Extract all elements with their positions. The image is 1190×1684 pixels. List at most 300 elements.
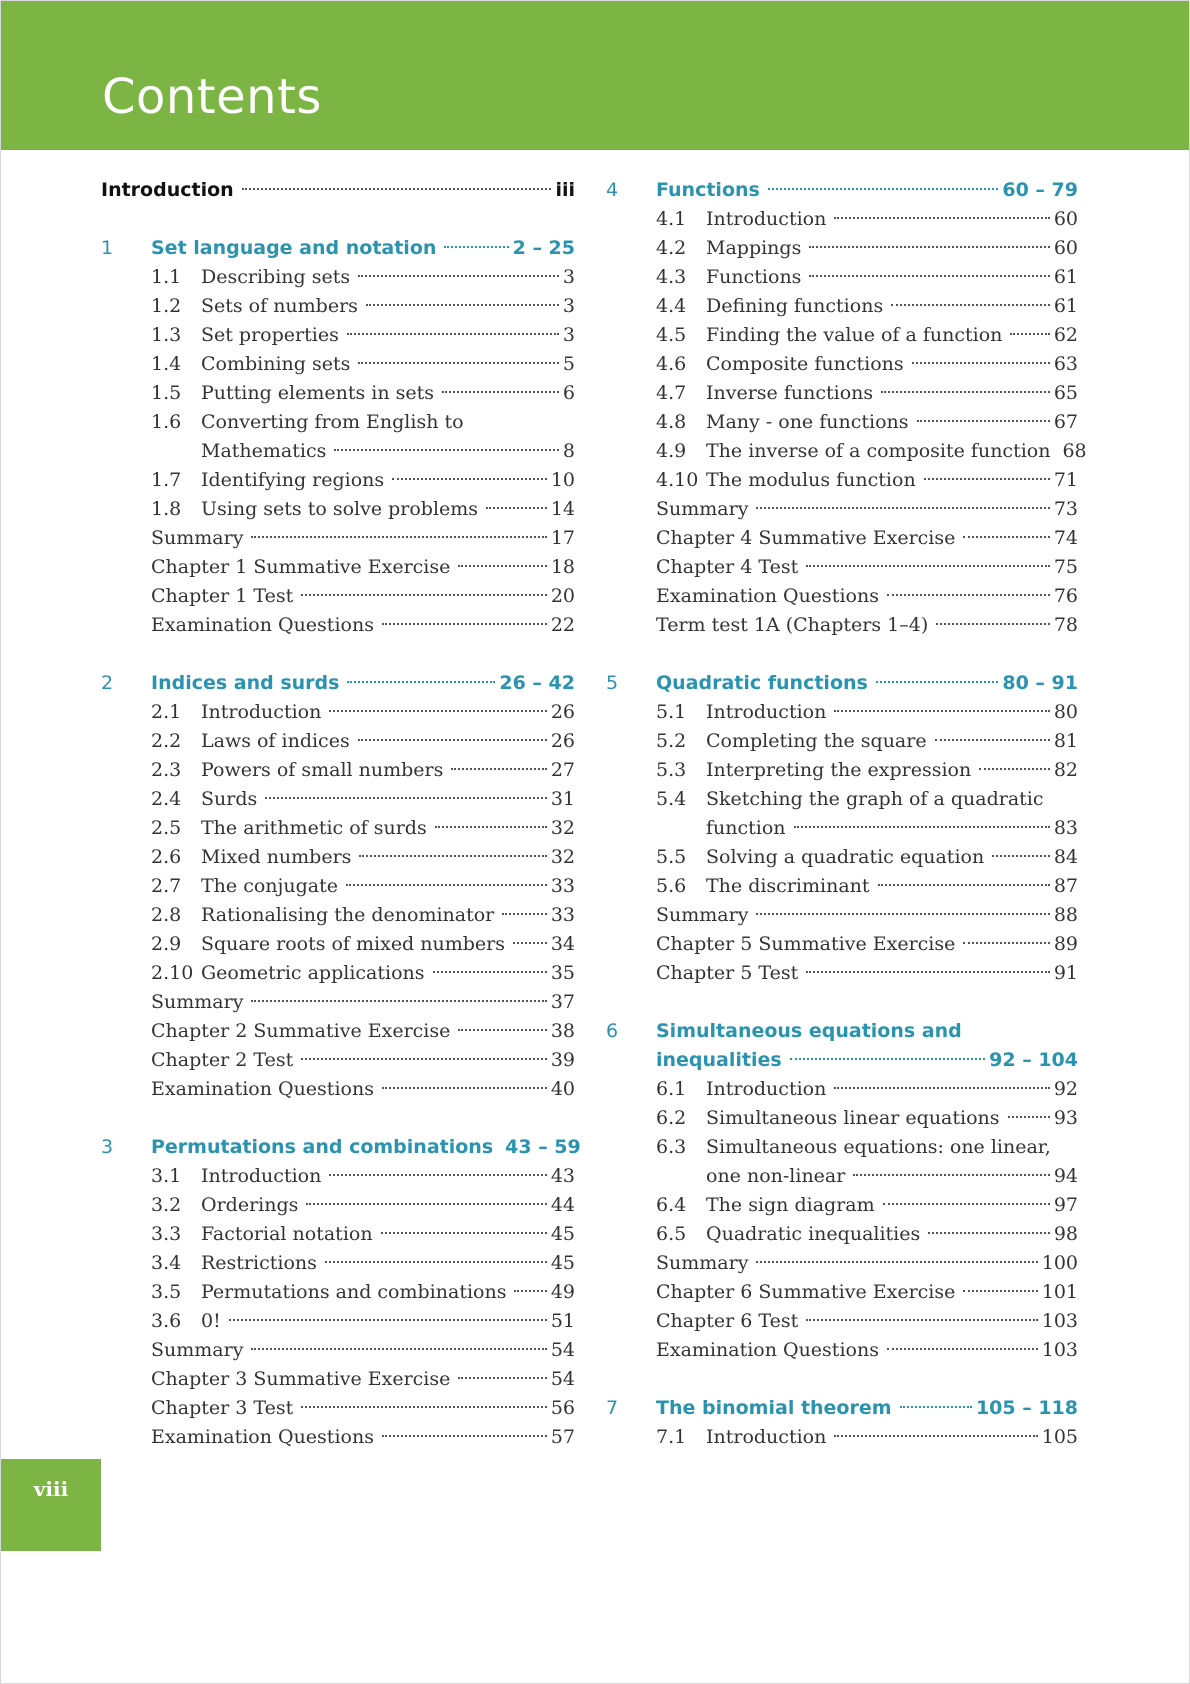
page-ref: 43: [550, 1165, 575, 1187]
page-ref: 60: [1053, 208, 1078, 230]
toc-entry: [656, 408, 1078, 437]
toc-row: [101, 814, 575, 843]
page-ref: 83: [1053, 817, 1078, 839]
page-ref: 44: [550, 1194, 575, 1216]
page-ref: 26 – 42: [499, 672, 575, 694]
toc-entry: [101, 176, 575, 205]
dot-leader: [963, 536, 1049, 538]
entry-title: Functions: [706, 266, 802, 288]
page-number: viii: [33, 1477, 69, 1501]
entry-title: Mappings: [706, 237, 802, 259]
toc-row: [101, 1394, 575, 1423]
chapter-number: 7: [606, 1397, 619, 1419]
page-ref: 3: [562, 266, 575, 288]
page-ref: 40: [550, 1078, 575, 1100]
toc-row: [101, 379, 575, 408]
page-ref: 91: [1053, 962, 1078, 984]
entry-title: Functions: [656, 179, 760, 201]
section-number: 1.6: [151, 411, 182, 433]
dot-leader: [382, 623, 547, 625]
entry-title: Introduction: [201, 1165, 322, 1187]
toc-row: [101, 930, 575, 959]
section-number: 5.5: [656, 846, 687, 868]
dot-leader: [936, 623, 1050, 625]
toc-row: [101, 553, 575, 582]
dot-leader: [912, 362, 1050, 364]
page-ref: 35: [550, 962, 575, 984]
toc-entry: [151, 321, 575, 350]
chapter-number: 1: [101, 237, 114, 259]
toc-row: [101, 1162, 575, 1191]
section-number: 4.5: [656, 324, 687, 346]
toc-entry: [151, 1249, 575, 1278]
toc-entry: [151, 1336, 575, 1365]
entry-title: Introduction: [201, 701, 322, 723]
toc-row: [101, 437, 575, 466]
entry-title: inequalities: [656, 1049, 782, 1071]
dot-leader: [876, 681, 999, 683]
page-ref: 18: [550, 556, 575, 578]
toc-entry: [656, 1191, 1078, 1220]
entry-title: Examination Questions: [656, 585, 879, 607]
entry-title: Solving a quadratic equation: [706, 846, 985, 868]
section-number: 6.3: [656, 1136, 687, 1158]
page-ref: 98: [1053, 1223, 1078, 1245]
entry-title: Chapter 5 Test: [656, 962, 799, 984]
dot-leader: [806, 1319, 1038, 1321]
entry-title: Simultaneous equations and: [656, 1020, 962, 1042]
toc-row: [101, 1365, 575, 1394]
toc-entry: [656, 611, 1078, 640]
toc-row: [101, 1307, 575, 1336]
toc-row: [101, 611, 575, 640]
page-ref: 80 – 91: [1002, 672, 1078, 694]
entry-title: Summary: [656, 498, 749, 520]
toc-entry: [656, 350, 1078, 379]
toc-row: [101, 292, 575, 321]
toc-entry: [151, 814, 575, 843]
toc-row: [606, 1133, 1078, 1162]
section-number: 5.2: [656, 730, 687, 752]
page-ref: 33: [550, 904, 575, 926]
section-number: 3.3: [151, 1223, 182, 1245]
entry-title: Describing sets: [201, 266, 351, 288]
toc-row: [606, 930, 1078, 959]
toc-row: [606, 321, 1078, 350]
page-ref: 81: [1053, 730, 1078, 752]
section-number: 5.1: [656, 701, 687, 723]
section-number: 2.9: [151, 933, 182, 955]
toc-entry: [656, 1104, 1078, 1133]
dot-leader: [442, 391, 559, 393]
dot-leader: [325, 1261, 547, 1263]
entry-title: Permutations and combinations: [201, 1281, 507, 1303]
entry-title: Simultaneous equations: one linear,: [706, 1136, 1051, 1158]
entry-title: Introduction: [706, 208, 827, 230]
dot-leader: [513, 942, 547, 944]
toc-entry: [151, 698, 575, 727]
toc-column-right: [606, 176, 1087, 1452]
toc-entry: [656, 669, 1078, 698]
page-ref: 97: [1053, 1194, 1078, 1216]
toc-entry: [151, 756, 575, 785]
page-ref: 34: [550, 933, 575, 955]
page-ref: 60: [1053, 237, 1078, 259]
toc-entry: [151, 901, 575, 930]
toc-row: [606, 263, 1078, 292]
toc-entry: [151, 495, 575, 524]
toc-row: [101, 669, 575, 698]
dot-leader: [806, 565, 1050, 567]
dot-leader: [347, 333, 559, 335]
toc-row: [101, 234, 575, 263]
entry-title: Square roots of mixed numbers: [201, 933, 505, 955]
page-ref: 17: [550, 527, 575, 549]
entry-title: Chapter 1 Test: [151, 585, 294, 607]
entry-title: Chapter 6 Summative Exercise: [656, 1281, 956, 1303]
dot-leader: [756, 913, 1049, 915]
entry-title: Finding the value of a function: [706, 324, 1003, 346]
toc-row: [101, 843, 575, 872]
toc-row: [606, 292, 1078, 321]
entry-title: Combining sets: [201, 353, 351, 375]
section-number: 3.4: [151, 1252, 182, 1274]
header-banner: [1, 1, 1189, 150]
entry-title: Defining functions: [706, 295, 884, 317]
dot-leader: [229, 1319, 547, 1321]
toc-row: [101, 1017, 575, 1046]
section-number: 4.2: [656, 237, 687, 259]
toc-row: [606, 1017, 1078, 1046]
toc-entry: [656, 1423, 1078, 1452]
dot-leader: [979, 768, 1050, 770]
page-ref: 10: [550, 469, 575, 491]
toc-row: [101, 1249, 575, 1278]
toc-row: [606, 524, 1078, 553]
entry-title: Examination Questions: [656, 1339, 879, 1361]
toc-entry: [151, 1394, 575, 1423]
dot-leader: [301, 1406, 547, 1408]
section-number: 1.4: [151, 353, 182, 375]
dot-leader: [809, 275, 1049, 277]
toc-entry: [656, 553, 1078, 582]
toc-entry: [656, 263, 1078, 292]
toc-row: [101, 959, 575, 988]
page-title: Contents: [102, 69, 322, 125]
section-number: 5.3: [656, 759, 687, 781]
toc-row: [101, 1191, 575, 1220]
dot-leader: [347, 681, 495, 683]
toc-entry: [151, 1162, 575, 1191]
toc-entry: [656, 437, 1087, 466]
entry-title: Introduction: [706, 701, 827, 723]
entry-title: Chapter 4 Test: [656, 556, 799, 578]
page-ref: 37: [550, 991, 575, 1013]
entry-title: Chapter 5 Summative Exercise: [656, 933, 956, 955]
dot-leader: [935, 739, 1050, 741]
dot-leader: [458, 1377, 546, 1379]
section-number: 6.2: [656, 1107, 687, 1129]
toc-row: [606, 785, 1078, 814]
toc-entry: [151, 1075, 575, 1104]
entry-title: The conjugate: [201, 875, 339, 897]
chapter-number: 6: [606, 1020, 619, 1042]
section-number: 2.1: [151, 701, 182, 723]
toc-row: [101, 756, 575, 785]
toc-entry: [706, 814, 1078, 843]
page-ref: 56: [550, 1397, 575, 1419]
entry-title: Chapter 2 Summative Exercise: [151, 1020, 451, 1042]
entry-title: Set properties: [201, 324, 339, 346]
page-ref: 49: [550, 1281, 575, 1303]
entry-title: Composite functions: [706, 353, 904, 375]
toc-entry: [151, 669, 575, 698]
toc-entry: [151, 379, 575, 408]
toc-row: [606, 1046, 1078, 1075]
dot-leader: [433, 971, 547, 973]
entry-title: Introduction: [706, 1426, 827, 1448]
toc-entry: [656, 959, 1078, 988]
dot-leader: [358, 739, 547, 741]
toc-entry: [656, 785, 1078, 814]
dot-leader: [853, 1174, 1049, 1176]
toc-entry: [151, 1278, 575, 1307]
entry-title: Mathematics: [201, 440, 327, 462]
toc-entry: [656, 234, 1078, 263]
toc-row: [101, 698, 575, 727]
page-ref: 93: [1053, 1107, 1078, 1129]
dot-leader: [878, 884, 1050, 886]
page-ref: 103: [1041, 1339, 1078, 1361]
toc-row: [606, 727, 1078, 756]
page-ref: 103: [1041, 1310, 1078, 1332]
toc-entry: [656, 321, 1078, 350]
toc-row: [606, 234, 1078, 263]
page-ref: 73: [1053, 498, 1078, 520]
section-number: 2.5: [151, 817, 182, 839]
dot-leader: [834, 217, 1049, 219]
section-number: 5.4: [656, 788, 687, 810]
chapter-number: 5: [606, 672, 619, 694]
page-ref: 62: [1053, 324, 1078, 346]
page-ref: 32: [550, 846, 575, 868]
entry-title: Sets of numbers: [201, 295, 358, 317]
toc-entry: [151, 1423, 575, 1452]
toc-entry: [656, 379, 1078, 408]
page-ref: 61: [1053, 266, 1078, 288]
toc-entry: [656, 205, 1078, 234]
dot-leader: [768, 188, 999, 190]
toc-entry: [151, 1307, 575, 1336]
dot-leader: [924, 478, 1050, 480]
dot-leader: [329, 710, 546, 712]
toc-entry: [151, 988, 575, 1017]
page-ref: 45: [550, 1223, 575, 1245]
entry-title: Examination Questions: [151, 614, 374, 636]
section-number: 4.1: [656, 208, 687, 230]
toc-row: [606, 495, 1078, 524]
toc-entry: [656, 1394, 1078, 1423]
toc-row: [606, 1423, 1078, 1452]
entry-title: The binomial theorem: [656, 1397, 892, 1419]
dot-leader: [502, 913, 547, 915]
section-number: 5.6: [656, 875, 687, 897]
toc-row: [606, 553, 1078, 582]
section-number: 4.8: [656, 411, 687, 433]
entry-title: The arithmetic of surds: [201, 817, 427, 839]
page-ref: 14: [550, 498, 575, 520]
toc-row: [606, 1336, 1078, 1365]
dot-leader: [486, 507, 547, 509]
section-number: 4.10: [656, 469, 699, 491]
toc-entry: [706, 1162, 1078, 1191]
dot-leader: [883, 1203, 1050, 1205]
toc-row: [606, 814, 1078, 843]
dot-leader: [963, 942, 1049, 944]
toc-entry: [656, 1249, 1078, 1278]
entry-title: The sign diagram: [706, 1194, 875, 1216]
entry-title: Chapter 3 Summative Exercise: [151, 1368, 451, 1390]
toc-row: [101, 524, 575, 553]
toc-entry: [151, 1046, 575, 1075]
page-ref: 51: [550, 1310, 575, 1332]
toc-row: [101, 263, 575, 292]
entry-title: Summary: [151, 1339, 244, 1361]
section-number: 2.6: [151, 846, 182, 868]
dot-leader: [444, 246, 508, 248]
dot-leader: [806, 971, 1050, 973]
toc-entry: [151, 727, 575, 756]
section-number: 4.7: [656, 382, 687, 404]
toc-row: [606, 437, 1087, 466]
page-ref: 92: [1053, 1078, 1078, 1100]
entry-title: Identifying regions: [201, 469, 385, 491]
dot-leader: [917, 420, 1050, 422]
dot-leader: [790, 1058, 985, 1060]
section-number: 2.10: [151, 962, 194, 984]
toc-entry: [151, 582, 575, 611]
toc-row: [101, 988, 575, 1017]
toc-entry: [656, 843, 1078, 872]
page-ref: 54: [550, 1368, 575, 1390]
page-ref: 57: [550, 1426, 575, 1448]
page-ref: 75: [1053, 556, 1078, 578]
dot-leader: [756, 507, 1049, 509]
section-number: 2.3: [151, 759, 182, 781]
page-ref: 20: [550, 585, 575, 607]
toc-row: [101, 466, 575, 495]
toc-entry: [656, 1307, 1078, 1336]
dot-leader: [306, 1203, 546, 1205]
dot-leader: [382, 1435, 547, 1437]
page-ref: 78: [1053, 614, 1078, 636]
section-number: 2.7: [151, 875, 182, 897]
page-ref: 22: [550, 614, 575, 636]
page-ref: 8: [562, 440, 575, 462]
toc-row: [101, 1075, 575, 1104]
section-number: 4.6: [656, 353, 687, 375]
toc-entry: [201, 437, 575, 466]
toc-entry: [151, 263, 575, 292]
dot-leader: [301, 594, 547, 596]
entry-title: Powers of small numbers: [201, 759, 444, 781]
chapter-number: 3: [101, 1136, 114, 1158]
section-number: 1.1: [151, 266, 182, 288]
section-number: 2.2: [151, 730, 182, 752]
toc-row: [606, 669, 1078, 698]
toc-entry: [151, 872, 575, 901]
dot-leader: [891, 304, 1050, 306]
page-ref: 101: [1041, 1281, 1078, 1303]
page-ref: 92 – 104: [989, 1049, 1078, 1071]
entry-title: Interpreting the expression: [706, 759, 972, 781]
toc-row: [606, 205, 1078, 234]
page-ref: 3: [562, 295, 575, 317]
entry-title: Indices and surds: [151, 672, 340, 694]
toc-row: [606, 176, 1078, 205]
entry-title: Many - one functions: [706, 411, 909, 433]
dot-leader: [265, 797, 547, 799]
dot-leader: [382, 1087, 547, 1089]
dot-leader: [358, 362, 559, 364]
dot-leader: [1008, 1116, 1050, 1118]
section-number: 4.3: [656, 266, 687, 288]
page-ref: 38: [550, 1020, 575, 1042]
dot-leader: [887, 1348, 1038, 1350]
dot-leader: [514, 1290, 546, 1292]
dot-leader: [794, 826, 1050, 828]
dot-leader: [251, 1000, 546, 1002]
toc-entry: [151, 930, 575, 959]
toc-entry: [151, 785, 575, 814]
page-ref: 54: [550, 1339, 575, 1361]
entry-title: Chapter 6 Test: [656, 1310, 799, 1332]
page-ref: 2 – 25: [512, 237, 575, 259]
toc-entry: [656, 698, 1078, 727]
entry-title: Putting elements in sets: [201, 382, 435, 404]
section-number: 1.7: [151, 469, 182, 491]
entry-title: Orderings: [201, 1194, 299, 1216]
entry-title: Introduction: [706, 1078, 827, 1100]
toc-row: [101, 408, 575, 437]
dot-leader: [358, 275, 559, 277]
page-ref: 5: [562, 353, 575, 375]
dot-leader: [809, 246, 1049, 248]
dot-leader: [458, 565, 546, 567]
entry-title: Geometric applications: [201, 962, 425, 984]
dot-leader: [900, 1406, 972, 1408]
toc-row: [101, 785, 575, 814]
page-ref: 84: [1053, 846, 1078, 868]
dot-leader: [435, 826, 547, 828]
toc-row: [606, 1162, 1078, 1191]
toc-entry: [151, 611, 575, 640]
toc-entry: [656, 466, 1078, 495]
page-ref: 39: [550, 1049, 575, 1071]
toc-row: [606, 1104, 1078, 1133]
entry-title: The modulus function: [706, 469, 916, 491]
toc-entry: [151, 1017, 575, 1046]
toc-entry: [656, 1075, 1078, 1104]
page-ref: 26: [550, 730, 575, 752]
entry-title: Introduction: [101, 179, 234, 201]
section-number: 6.4: [656, 1194, 687, 1216]
toc-entry: [151, 1191, 575, 1220]
section-number: 2.8: [151, 904, 182, 926]
page-ref: 6: [562, 382, 575, 404]
page-ref: 82: [1053, 759, 1078, 781]
dot-leader: [359, 855, 546, 857]
